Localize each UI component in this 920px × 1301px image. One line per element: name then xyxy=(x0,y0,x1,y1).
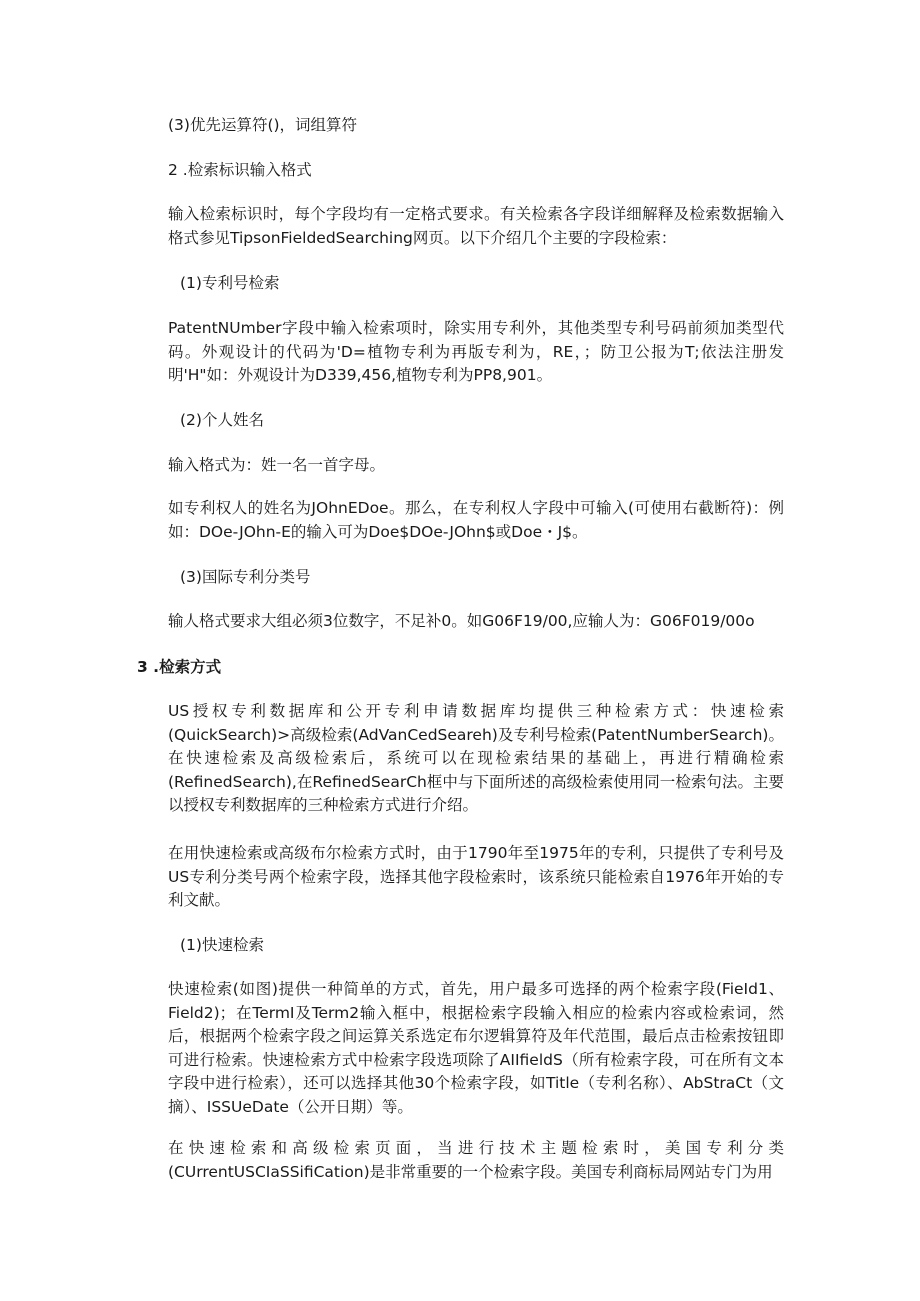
operator-priority-line: (3)优先运算符()，词组算符 xyxy=(168,116,358,134)
section-heading-search-methods: 3 .检索方式 xyxy=(137,658,222,676)
paragraph-text: 在用快速检索或高级布尔检索方式时，由于1790年至1975年的专利，只提供了专利号及US专利分类号两个检索字段，选择其他字段检索时，该系统只能检索自1976年开始的专利文献。 xyxy=(168,844,784,909)
paragraph-text: 如专利权人的姓名为JOhnEDoe。那么，在专利权人字段中可输入(可使用右截断符)：例如：DOe-JOhn-E的输入可为Doe$DOe-JOhn$或Doe・J$。 xyxy=(168,499,784,541)
paragraph-text: 快速检索(如图)提供一种简单的方式，首先，用户最多可选择的两个检索字段(FieId1、Field2)；在TermI及Term2输入框中，根据检索字段输入相应的检索内容或检索词，然后，根据两个检索字段之间运算关系选定布尔逻辑算符及年代范围，最后点击检索按钮即可进行检索。快速检索方式中检索字段选项除了AIIfieldS（所有检索字段，可在所有文本字段中进行检索），还可以选择其他30个检索字段，如Title（专利名称）、AbStraCt（文摘）、ISSUeDate（公开日期）等。 xyxy=(168,980,784,1116)
paragraph-text: US授权专利数据库和公开专利申请数据库均提供三种检索方式：快速检索(QuickSearch)>高级检索(AdVanCedSeareh)及专利号检索(PatentNumberSearch)。在快速检索及高级检索后，系统可以在现检索结果的基础上，再进行精确检索(RefinedSearch),在RefinedSearCh框中与下面所述的高级检索使用同一检索句法。主要以授权专利数据库的三种检索方式进行介绍。 xyxy=(168,702,784,814)
paragraph-name-format: 输入格式为：姓一名一首字母。 xyxy=(168,456,386,474)
subheading-personal-name: (2)个人姓名 xyxy=(180,411,264,429)
subheading-patent-number: (1)专利号检索 xyxy=(180,274,280,292)
subheading-quick-search: (1)快速检索 xyxy=(180,936,264,954)
paragraph-name-example xyxy=(168,497,784,544)
section-heading-input-format: 2 .检索标识输入格式 xyxy=(168,161,312,179)
paragraph-quick-search xyxy=(168,978,784,1119)
paragraph-year-range xyxy=(168,842,784,913)
paragraph-text: 输入检索标识时，每个字段均有一定格式要求。有关检索各字段详细解释及检索数据输入格式参见TipsonFieldedSearching网页。以下介绍几个主要的字段检索： xyxy=(168,205,784,247)
paragraph-us-classification xyxy=(168,1137,784,1184)
paragraph-input-format xyxy=(168,203,784,250)
paragraph-ipc-format: 输人格式要求大组必须3位数字，不足补0。如G06F19/00,应输人为：G06F019/00o xyxy=(168,612,755,630)
paragraph-search-methods xyxy=(168,700,784,818)
subheading-ipc: (3)国际专利分类号 xyxy=(180,568,311,586)
paragraph-patent-number xyxy=(168,317,784,388)
paragraph-text: 在快速检索和高级检索页面，当进行技术主题检索时，美国专利分类(CUrrentUSCIaSSifiCation)是非常重要的一个检索字段。美国专利商标局网站专门为用 xyxy=(168,1139,784,1181)
paragraph-text: PatentNUmber字段中输入检索项时，除实用专利外，其他类型专利号码前须加类型代码。外观设计的代码为'D=植物专利为再版专利为，RE，；防卫公报为T;依法注册发明'H"如：外观设计为D339,456,植物专利为PP8,901。 xyxy=(168,319,784,384)
